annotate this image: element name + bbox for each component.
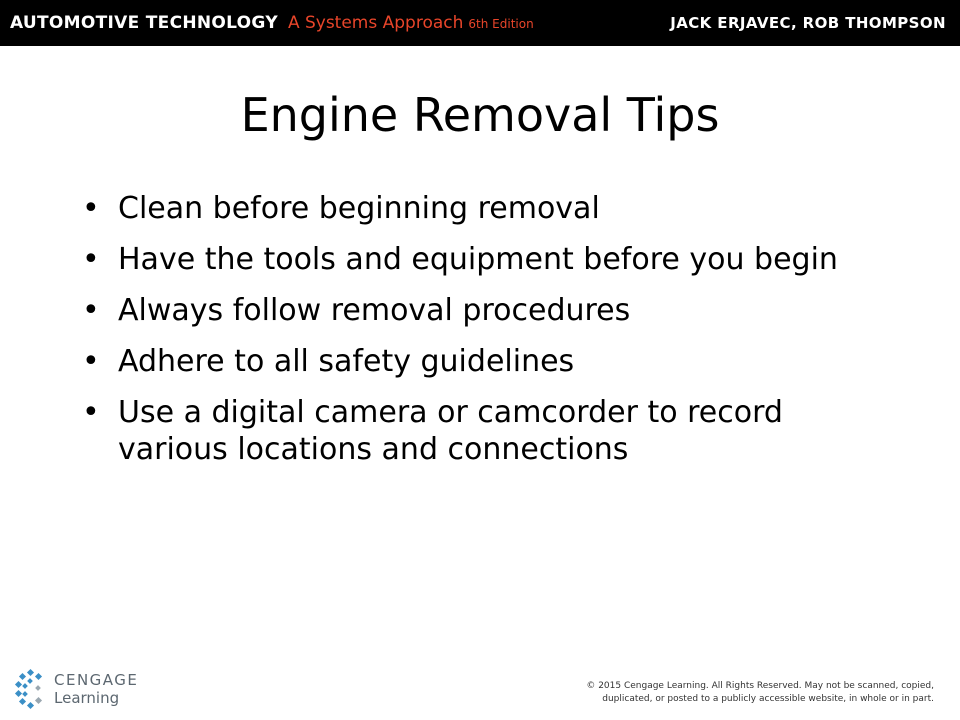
- copyright-line: duplicated, or posted to a publicly accessible website, in whole or in part.: [602, 694, 934, 704]
- bullet-list: [80, 190, 890, 482]
- bullet-text: Adhere to all safety guidelines: [118, 344, 575, 379]
- slide-title: Engine Removal Tips: [240, 88, 720, 142]
- cengage-logo-icon: [14, 668, 46, 710]
- book-title: AUTOMOTIVE TECHNOLOGY: [10, 13, 278, 33]
- bullet-dot-icon: •: [82, 242, 100, 277]
- copyright-notice: [514, 680, 934, 706]
- authors: JACK ERJAVEC, ROB THOMPSON: [670, 14, 946, 32]
- book-title-group: [10, 13, 534, 33]
- bullet-dot-icon: •: [82, 395, 100, 430]
- bullet-dot-icon: •: [82, 191, 100, 226]
- bullet-text: Always follow removal procedures: [118, 293, 631, 328]
- bullet-text: Use a digital camera or camcorder to record various locations and connections: [118, 395, 783, 467]
- cengage-logo: [14, 668, 138, 710]
- bullet-text: Have the tools and equipment before you begin: [118, 242, 838, 277]
- bullet-item: [80, 241, 890, 278]
- book-edition: 6th Edition: [468, 17, 534, 31]
- logo-line-cengage: CENGAGE: [54, 671, 139, 689]
- bullet-text: Clean before beginning removal: [118, 191, 600, 226]
- bullet-item: [80, 190, 890, 227]
- logo-text: [54, 671, 138, 707]
- logo-line-learning: Learning: [54, 689, 120, 707]
- header-banner: [0, 0, 960, 46]
- bullet-item: [80, 394, 890, 468]
- book-subtitle: A Systems Approach: [287, 13, 464, 33]
- copyright-line: © 2015 Cengage Learning. All Rights Reserved. May not be scanned, copied,: [586, 681, 934, 691]
- bullet-dot-icon: •: [82, 293, 100, 328]
- bullet-item: [80, 292, 890, 329]
- bullet-item: [80, 343, 890, 380]
- bullet-dot-icon: •: [82, 344, 100, 379]
